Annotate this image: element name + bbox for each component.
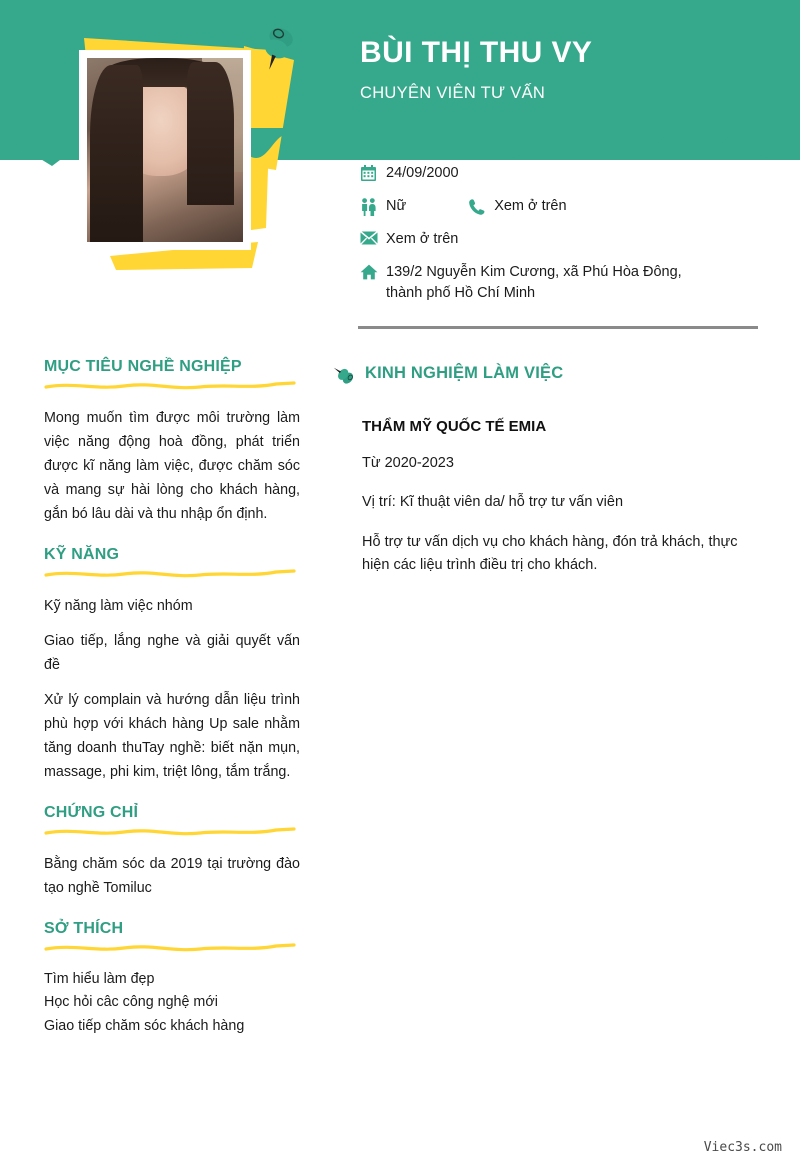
job-position: Vị trí: Kĩ thuật viên da/ hỗ trợ tư vấn viên xyxy=(362,494,624,511)
wave-underline xyxy=(44,380,296,392)
phone-value: Xem ở trên xyxy=(494,198,567,214)
watermark: Viec3s.com xyxy=(703,1140,782,1155)
wave-underline xyxy=(44,826,296,838)
phone-icon xyxy=(468,196,494,216)
birthday-value: 24/09/2000 xyxy=(386,165,459,181)
contact-divider xyxy=(358,326,758,329)
experience-entry xyxy=(362,418,750,578)
certificates-heading: CHỨNG CHỈ xyxy=(44,804,139,822)
page-title: BÙI THỊ THU VY xyxy=(360,36,593,69)
job-title: CHUYÊN VIÊN TƯ VẤN xyxy=(360,83,546,102)
list-item: Giao tiếp chăm sóc khách hàng xyxy=(44,1017,245,1034)
gender-icon xyxy=(360,196,386,216)
name-block xyxy=(360,36,592,103)
pushpin-icon xyxy=(248,24,300,76)
profile-photo xyxy=(79,50,251,250)
list-item: Kỹ năng làm việc nhóm xyxy=(44,598,193,615)
skills-heading: KỸ NĂNG xyxy=(44,546,120,564)
contact-row-address xyxy=(360,262,760,303)
list-item: Tìm hiểu làm đẹp xyxy=(44,971,155,988)
address-value: 139/2 Nguyễn Kim Cương, xã Phú Hòa Đông, thành phố Hồ Chí Minh xyxy=(386,264,682,301)
contact-gender xyxy=(360,196,406,217)
list-item: Xử lý complain và hướng dẫn liệu trình phù hợp với khách hàng Up sale nhằm tăng doanh thuTay nghề: biết nặn mụn, massage, phi kim, triệt lông, tắm trắng. xyxy=(44,692,300,781)
hobbies-heading: SỞ THÍCH xyxy=(44,920,124,938)
gender-value: Nữ xyxy=(386,198,407,214)
experience-header xyxy=(330,360,750,386)
contact-row-gender-phone xyxy=(360,196,760,220)
contact-info xyxy=(360,163,760,312)
pushpin-icon xyxy=(330,360,356,386)
section-objective xyxy=(44,358,300,526)
company-name: THẨM MỸ QUỐC TẾ EMIA xyxy=(362,418,547,435)
contact-row-birthday xyxy=(360,163,760,187)
section-skills xyxy=(44,546,300,784)
list-item: Bằng chăm sóc da 2019 tại trường đào tạo nghề Tomiluc xyxy=(44,856,300,897)
experience-section xyxy=(330,360,750,578)
objective-body: Mong muốn tìm được môi trường làm việc năng động hoà đồng, phát triển được kĩ năng làm việc, được chăm sóc và mang sự hài lòng cho khách hàng, gắn bó lâu dài và thu nhập ổn định. xyxy=(44,410,300,523)
objective-heading: MỤC TIÊU NGHỀ NGHIỆP xyxy=(44,358,242,375)
wave-underline xyxy=(44,568,296,580)
job-description: Hỗ trợ tư vấn dịch vụ cho khách hàng, đón trả khách, thực hiện các liệu trình điều trị cho khách. xyxy=(362,533,738,574)
home-icon xyxy=(360,262,386,280)
email-value: Xem ở trên xyxy=(386,231,459,247)
section-hobbies xyxy=(44,920,300,1037)
envelope-icon xyxy=(360,229,386,245)
experience-heading: KINH NGHIỆM LÀM VIỆC xyxy=(365,363,564,382)
section-certificates xyxy=(44,804,300,900)
employment-period: Từ 2020-2023 xyxy=(362,455,454,471)
list-item: Học hỏi câc công nghệ mới xyxy=(44,994,218,1011)
contact-phone xyxy=(468,196,566,217)
calendar-icon xyxy=(360,163,386,182)
left-sidebar xyxy=(44,358,300,1058)
wave-underline xyxy=(44,942,296,954)
contact-row-email xyxy=(360,229,760,253)
list-item: Giao tiếp, lắng nghe và giải quyết vấn đề xyxy=(44,633,300,674)
